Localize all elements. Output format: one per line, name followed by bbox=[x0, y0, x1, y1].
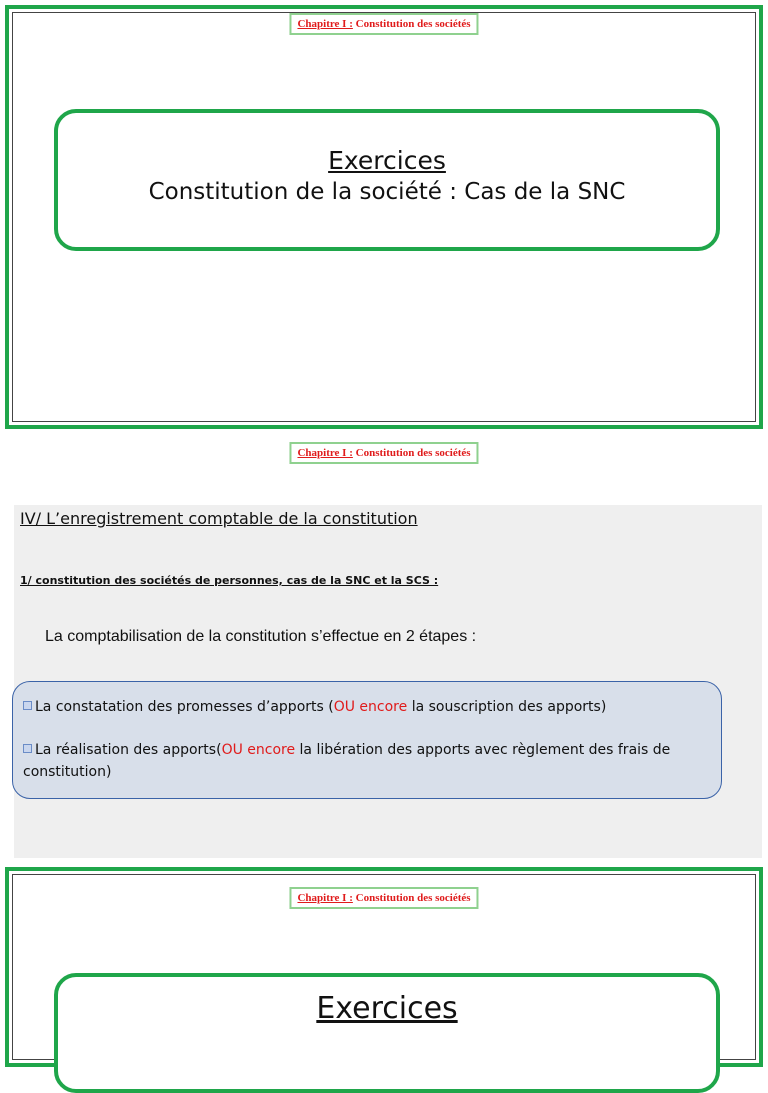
subsection-heading: 1/ constitution des sociétés de personnes, cas de la SNC et la SCS : bbox=[20, 574, 439, 587]
chapter-text: Constitution des sociétés bbox=[355, 892, 471, 904]
section-heading: IV/ L’enregistrement comptable de la constitution bbox=[20, 509, 418, 528]
chapter-text: Constitution des sociétés bbox=[355, 447, 471, 459]
chapter-label: Chapitre I : bbox=[297, 447, 353, 459]
chapter-tag bbox=[289, 13, 478, 35]
chapter-text: Constitution des sociétés bbox=[355, 18, 471, 30]
slide-3 bbox=[5, 867, 763, 1067]
slide-1 bbox=[5, 5, 763, 429]
steps-box bbox=[12, 681, 722, 799]
step-2 bbox=[23, 739, 713, 783]
chapter-label: Chapitre I : bbox=[297, 18, 353, 30]
intro-text: La comptabilisation de la constitution s’effectue en 2 étapes : bbox=[45, 628, 477, 645]
step-2-text-b: la libération des apports avec règlement des frais de constitution) bbox=[23, 742, 671, 780]
step-2-highlight: OU encore bbox=[221, 742, 296, 758]
title-line-2: Constitution de la société : Cas de la SNC bbox=[148, 179, 626, 205]
bullet-icon bbox=[23, 744, 32, 753]
step-1-text-b: la souscription des apports) bbox=[407, 699, 607, 715]
chapter-label: Chapitre I : bbox=[297, 892, 353, 904]
title-box bbox=[54, 109, 720, 251]
step-2-text-a: La réalisation des apports( bbox=[35, 742, 222, 758]
chapter-tag-3 bbox=[289, 887, 478, 909]
slide-2 bbox=[14, 505, 762, 858]
step-1-highlight: OU encore bbox=[333, 699, 408, 715]
bullet-icon bbox=[23, 701, 32, 710]
step-1-text-a: La constatation des promesses d’apports ( bbox=[35, 699, 334, 715]
title-line-1: Exercices bbox=[316, 991, 458, 1026]
chapter-tag-2 bbox=[289, 442, 478, 464]
title-box-3 bbox=[54, 973, 720, 1093]
title-line-1: Exercices bbox=[328, 146, 446, 175]
step-1 bbox=[23, 696, 713, 718]
